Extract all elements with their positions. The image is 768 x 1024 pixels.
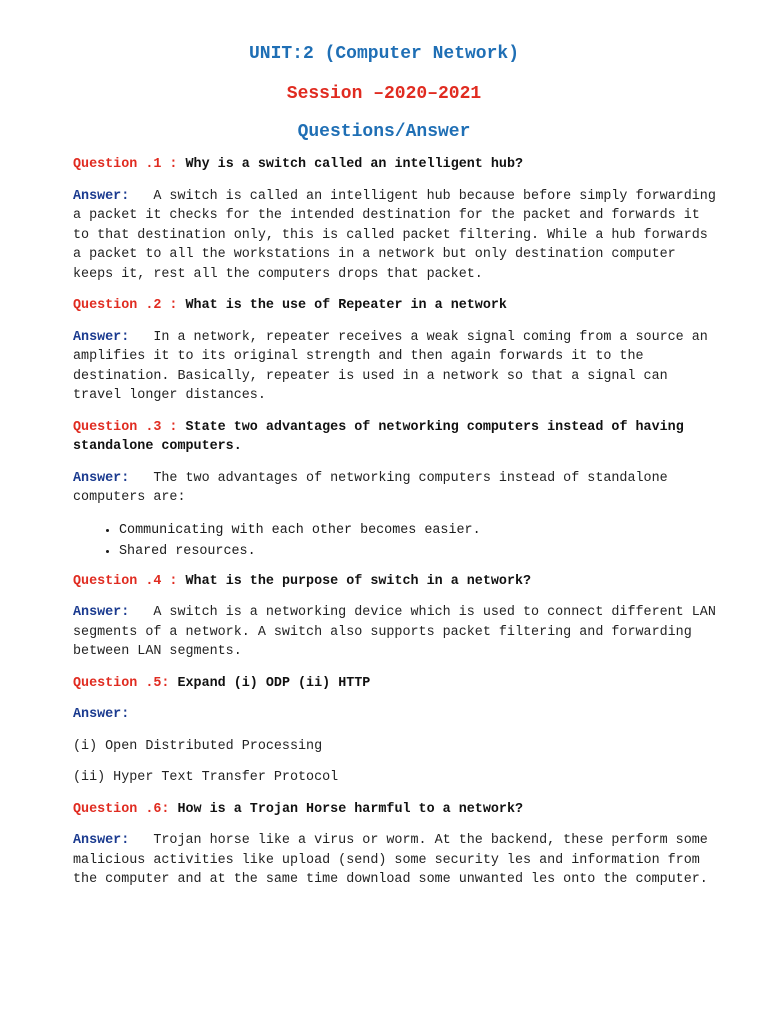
session-title: Session –2020–2021 — [286, 84, 482, 104]
unit-title: UNIT:2 (Computer Network) — [248, 44, 520, 64]
question-4: Question .4 : What is the purpose of switch in a network? — [73, 573, 532, 589]
answer-2: Answer: In a network, repeater receives a weak signal coming from a source an amplifies it to its original strength and then again forwards it to the destination. Basically, repeater is used in a network so that a signal can travel longer distances. — [73, 329, 708, 403]
question-1: Question .1 : Why is a switch called an intelligent hub? — [73, 157, 524, 172]
answer-5-line-2: (ii) Hyper Text Transfer Protocol — [73, 770, 339, 785]
list-item: • Communicating with each other becomes easier. — [119, 520, 723, 541]
answer-3: Answer: The two advantages of networking computers instead of standalone computers are: — [73, 470, 668, 505]
answer-6: Answer: Trojan horse like a virus or worm. At the backend, these perform some malicious activities like upload (send) some security les and information from the computer and at the same time download some unwanted les onto the computer. — [73, 833, 708, 887]
advantages-list — [73, 520, 723, 562]
question-2: Question .2 : What is the use of Repeater in a network — [73, 298, 507, 313]
answer-4: Answer: A switch is a networking device which is used to connect different LAN segments of a network. A switch also supports packet filtering and forwarding between LAN segments. — [73, 605, 716, 659]
answer-5: Answer: — [73, 707, 130, 722]
question-3: Question .3 : State two advantages of networking computers instead of having standalone computers. — [73, 419, 684, 454]
list-item: • Shared resources. — [119, 541, 723, 562]
question-5: Question .5: Expand (i) ODP (ii) HTTP — [73, 675, 371, 691]
question-6: Question .6: How is a Trojan Horse harmful to a network? — [73, 801, 524, 817]
qa-list — [73, 155, 723, 890]
section-subtitle: Questions/Answer — [297, 122, 471, 142]
answer-1: Answer: A switch is called an intelligent hub because before simply forwarding a packet it checks for the intended destination for the packet and forwards it to that destination only, this is called packet filtering. While a hub forwards a packet to all the workstations in a network but only destination computer keeps it, rest all the computers drops that packet. — [73, 188, 716, 282]
answer-5-line-1: (i) Open Distributed Processing — [73, 738, 323, 754]
